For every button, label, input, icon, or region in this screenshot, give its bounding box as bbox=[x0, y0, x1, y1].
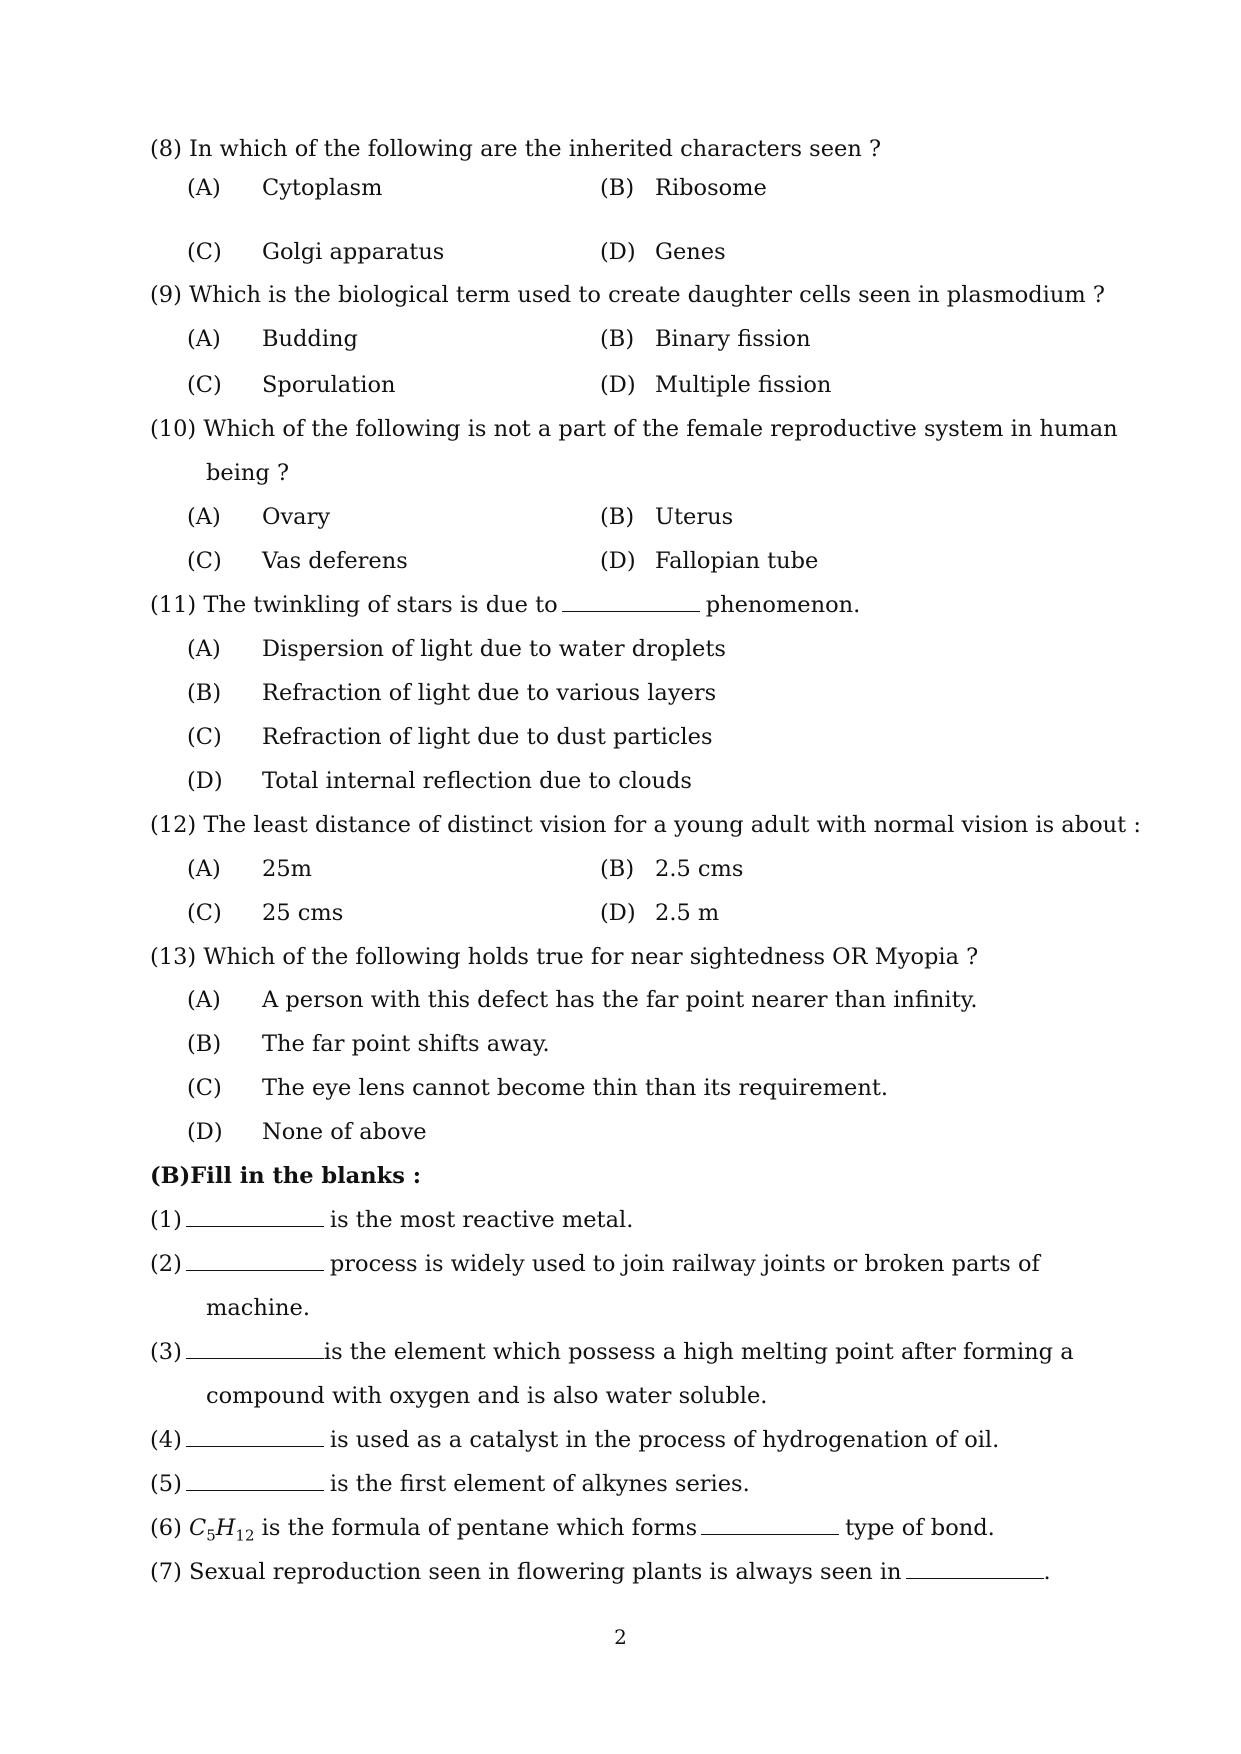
option-label: (C) bbox=[187, 724, 222, 750]
option-text: Cytoplasm bbox=[262, 175, 383, 201]
option-text: Ovary bbox=[262, 504, 331, 530]
option-text: Budding bbox=[262, 326, 358, 352]
option-label: (A) bbox=[187, 504, 221, 530]
option-text: 25 cms bbox=[262, 900, 344, 926]
question-12-text: (12) The least distance of distinct vision for a young adult with normal vision is about : bbox=[150, 812, 1141, 838]
item-number: (7) bbox=[150, 1559, 182, 1585]
option-text: Multiple fission bbox=[655, 372, 832, 398]
formula-carbon-subscript: 5 bbox=[206, 1526, 216, 1545]
option-label: (B) bbox=[187, 680, 222, 706]
fill-blank-4 bbox=[150, 1425, 999, 1455]
answer-blank bbox=[186, 1470, 324, 1491]
answer-blank bbox=[701, 1514, 839, 1535]
option-label: (C) bbox=[187, 372, 222, 398]
option-text: None of above bbox=[262, 1119, 427, 1145]
item-number: (6) bbox=[150, 1515, 182, 1541]
question-13-text: (13) Which of the following holds true for near sightedness OR Myopia ? bbox=[150, 944, 979, 970]
answer-blank bbox=[186, 1250, 324, 1271]
fill-blank-7 bbox=[150, 1557, 1051, 1587]
fill-blank-2 bbox=[150, 1249, 1040, 1279]
item-text-end: type of bond. bbox=[845, 1515, 995, 1541]
page-number: 2 bbox=[614, 1625, 627, 1649]
fill-blank-5 bbox=[150, 1469, 750, 1499]
section-b-heading: (B)Fill in the blanks : bbox=[150, 1163, 422, 1189]
option-text: Sporulation bbox=[262, 372, 396, 398]
item-text: is the element which possess a high melting point after forming a bbox=[323, 1339, 1074, 1365]
question-11-text bbox=[150, 590, 860, 620]
option-text: 25m bbox=[262, 856, 312, 882]
option-label: (D) bbox=[600, 900, 636, 926]
option-text: Vas deferens bbox=[262, 548, 408, 574]
option-label: (D) bbox=[600, 239, 636, 265]
question-11-after: phenomenon. bbox=[705, 592, 861, 618]
answer-blank bbox=[562, 591, 700, 612]
option-text: The eye lens cannot become thin than its requirement. bbox=[262, 1075, 889, 1101]
item-number: (4) bbox=[150, 1427, 182, 1453]
item-text: is used as a catalyst in the process of hydrogenation of oil. bbox=[329, 1427, 1000, 1453]
answer-blank bbox=[186, 1426, 324, 1447]
item-text: Sexual reproduction seen in flowering plants is always seen in bbox=[189, 1559, 902, 1585]
fill-blank-6 bbox=[150, 1513, 995, 1551]
item-number: (2) bbox=[150, 1251, 182, 1277]
answer-blank bbox=[186, 1338, 324, 1359]
option-label: (C) bbox=[187, 548, 222, 574]
question-8-text: (8) In which of the following are the inherited characters seen ? bbox=[150, 136, 882, 162]
option-text: Golgi apparatus bbox=[262, 239, 445, 265]
question-9-text: (9) Which is the biological term used to create daughter cells seen in plasmodium ? bbox=[150, 282, 1105, 308]
fill-blank-2-cont: machine. bbox=[206, 1295, 310, 1321]
option-text: Refraction of light due to dust particles bbox=[262, 724, 713, 750]
option-text: 2.5 cms bbox=[655, 856, 744, 882]
formula-carbon: C bbox=[189, 1515, 207, 1541]
question-11-before: (11) The twinkling of stars is due to bbox=[150, 592, 558, 618]
option-label: (C) bbox=[187, 1075, 222, 1101]
option-text: Genes bbox=[655, 239, 726, 265]
formula-hydrogen: H bbox=[215, 1515, 236, 1541]
option-text: Binary fission bbox=[655, 326, 811, 352]
option-label: (B) bbox=[187, 1031, 222, 1057]
option-label: (C) bbox=[187, 900, 222, 926]
item-text: process is widely used to join railway joints or broken parts of bbox=[329, 1251, 1040, 1277]
option-text: Fallopian tube bbox=[655, 548, 819, 574]
option-label: (B) bbox=[600, 326, 635, 352]
fill-blank-3-cont: compound with oxygen and is also water soluble. bbox=[206, 1383, 768, 1409]
option-label: (D) bbox=[187, 768, 223, 794]
option-label: (A) bbox=[187, 636, 221, 662]
item-text: is the most reactive metal. bbox=[329, 1207, 634, 1233]
answer-blank bbox=[186, 1206, 324, 1227]
item-number: (3) bbox=[150, 1339, 182, 1365]
option-label: (B) bbox=[600, 175, 635, 201]
option-label: (A) bbox=[187, 987, 221, 1013]
fill-blank-3 bbox=[150, 1337, 1074, 1367]
option-label: (D) bbox=[600, 548, 636, 574]
option-text: Ribosome bbox=[655, 175, 767, 201]
item-number: (1) bbox=[150, 1207, 182, 1233]
option-text: Dispersion of light due to water droplets bbox=[262, 636, 726, 662]
option-label: (A) bbox=[187, 326, 221, 352]
option-label: (B) bbox=[600, 504, 635, 530]
option-label: (A) bbox=[187, 856, 221, 882]
option-text: Uterus bbox=[655, 504, 734, 530]
option-text: The far point shifts away. bbox=[262, 1031, 550, 1057]
option-label: (A) bbox=[187, 175, 221, 201]
option-text: Total internal reflection due to clouds bbox=[262, 768, 692, 794]
item-text: is the first element of alkynes series. bbox=[329, 1471, 750, 1497]
option-label: (C) bbox=[187, 239, 222, 265]
item-period: . bbox=[1043, 1559, 1051, 1585]
item-number: (5) bbox=[150, 1471, 182, 1497]
answer-blank bbox=[906, 1558, 1044, 1579]
item-text: is the formula of pentane which forms bbox=[261, 1515, 698, 1541]
option-label: (D) bbox=[600, 372, 636, 398]
option-label: (D) bbox=[187, 1119, 223, 1145]
option-label: (B) bbox=[600, 856, 635, 882]
question-10-text-cont: being ? bbox=[206, 460, 290, 486]
option-text: Refraction of light due to various layers bbox=[262, 680, 717, 706]
question-10-text: (10) Which of the following is not a part of the female reproductive system in human bbox=[150, 416, 1118, 442]
option-text: A person with this defect has the far point nearer than infinity. bbox=[262, 987, 978, 1013]
fill-blank-1 bbox=[150, 1205, 633, 1235]
formula-hydrogen-subscript: 12 bbox=[235, 1526, 255, 1545]
option-text: 2.5 m bbox=[655, 900, 720, 926]
